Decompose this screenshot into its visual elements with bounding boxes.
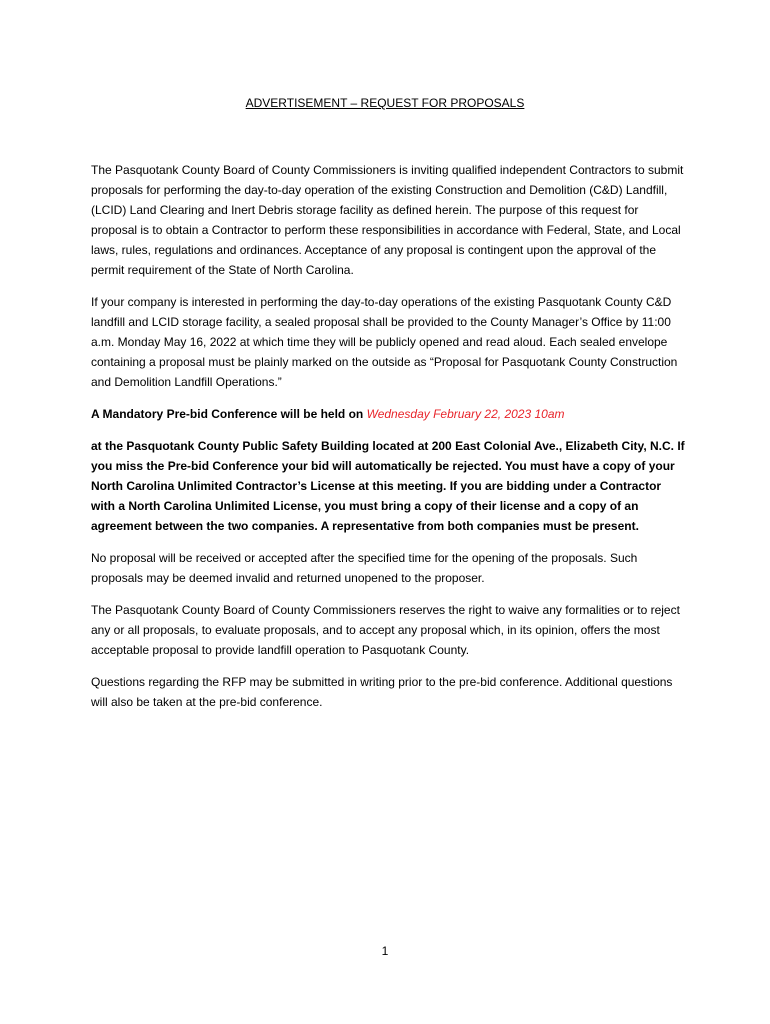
paragraph-prebid-details: at the Pasquotank County Public Safety Building located at 200 East Colonial Ave., Elizabeth City, N.C. If you miss the Pre-bid Conference your bid will automatically be rejected. You must have a copy of your North Carolina Unlimited Contractor’s License at this meeting. If you are bidding under a Contractor with a North Carolina Unlimited License, you must bring a copy of their license and a copy of an agreement between the two companies. A representative from both companies must be present.: [91, 439, 685, 533]
page-number: 1: [381, 944, 389, 958]
prebid-heading-text: A Mandatory Pre-bid Conference will be held on: [91, 407, 367, 421]
paragraph-late-proposals: No proposal will be received or accepted after the specified time for the opening of the proposals. Such proposals may be deemed invalid and returned unopened to the proposer.: [91, 551, 638, 585]
document-body: [91, 160, 687, 724]
paragraph-submission: If your company is interested in performing the day-to-day operations of the existing Pasquotank County C&D landfill and LCID storage facility, a sealed proposal shall be provided to the County Manager’s Office by 11:00 a.m. Monday May 16, 2022 at which time they will be publicly opened and read aloud. Each sealed envelope containing a proposal must be plainly marked on the outside as “Proposal for Pasquotank County Construction and Demolition Landfill Operations.”: [91, 295, 678, 389]
document-title: ADVERTISEMENT – REQUEST FOR PROPOSALS: [245, 96, 525, 110]
paragraph-intro: The Pasquotank County Board of County Commissioners is inviting qualified independent Contractors to submit proposals for performing the day-to-day operation of the existing Construction and Demolition (C&D) Landfill, (LCID) Land Clearing and Inert Debris storage facility as defined herein. The purpose of this request for proposal is to obtain a Contractor to perform these responsibilities in accordance with Federal, State, and Local laws, rules, regulations and ordinances. Acceptance of any proposal is contingent upon the approval of the permit requirement of the State of North Carolina.: [91, 163, 684, 277]
paragraph-reservation: The Pasquotank County Board of County Commissioners reserves the right to waive any formalities or to reject any or all proposals, to evaluate proposals, and to accept any proposal which, in its opinion, offers the most acceptable proposal to provide landfill operation to Pasquotank County.: [91, 603, 680, 657]
paragraph-prebid-heading: [91, 404, 687, 424]
prebid-date: Wednesday February 22, 2023 10am: [366, 407, 565, 421]
paragraph-questions: Questions regarding the RFP may be submitted in writing prior to the pre-bid conference. Additional questions will also be taken at the pre-bid conference.: [91, 675, 673, 709]
